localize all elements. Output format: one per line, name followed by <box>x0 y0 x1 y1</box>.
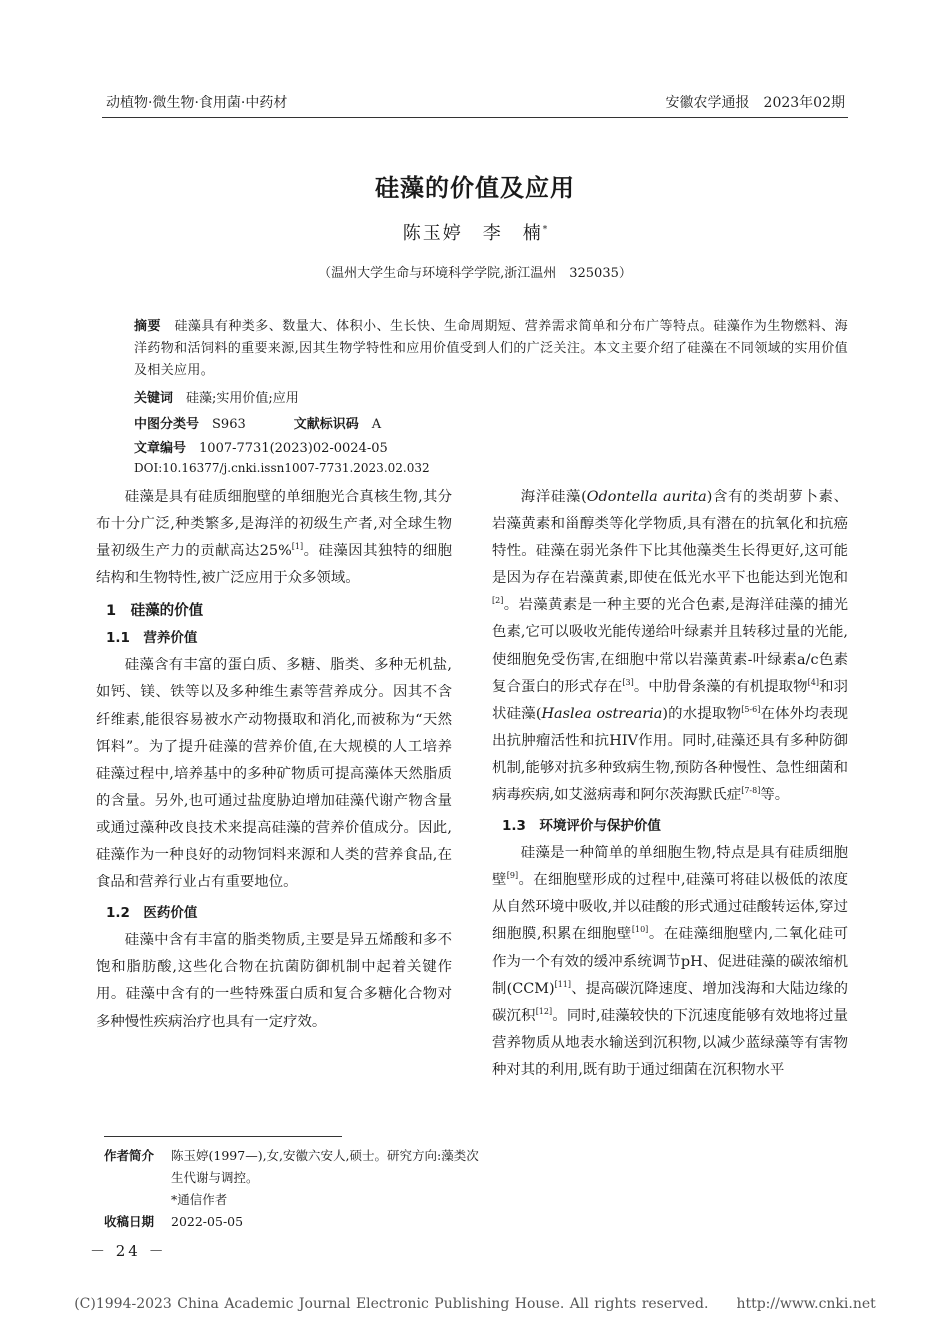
citation[interactable]: [9] <box>506 871 519 881</box>
article-number-line <box>134 437 388 456</box>
author-bio-label: 作者简介 <box>104 1148 155 1163</box>
received-label: 收稿日期 <box>104 1214 155 1229</box>
left-column <box>96 484 452 1036</box>
citation[interactable]: [11] <box>554 979 571 989</box>
section-heading-1-2: 1.2 医药价值 <box>106 905 198 922</box>
citation[interactable]: [5-6] <box>741 704 761 714</box>
abstract-label: 摘要 <box>134 319 161 334</box>
author-bio-text: 陈玉婷(1997—),女,安徽六安人,硕士。研究方向:藻类次生代谢与调控。 <box>171 1148 479 1185</box>
citation[interactable]: [12] <box>535 1006 553 1016</box>
article-no-label: 文章编号 <box>134 441 187 456</box>
species-name: Odontella aurita <box>586 489 707 505</box>
received-date-row <box>104 1211 484 1233</box>
keywords-text: 硅藻;实用价值;应用 <box>186 391 299 406</box>
clc-label: 中图分类号 <box>134 417 200 432</box>
running-header-journal: 安徽农学通报 2023年02期 <box>665 95 845 111</box>
citation[interactable]: [7-8] <box>741 786 761 796</box>
article-no-value: 1007-7731(2023)02-0024-05 <box>199 441 388 456</box>
paragraph-medicine-cont: 海洋硅藻(Odontella aurita)含有的类胡萝卜素、岩藻黄素和甾醇类等化学物质,具有潜在的抗氧化和抗癌特性。硅藻在弱光条件下比其他藻类生长得更好,这可能是因为存在岩藻黄素,即使在低光水平下也能达到光饱和[2]。岩藻黄素是一种主要的光合色素,是海洋硅藻的捕光色素,它可以吸收光能传递给叶绿素并且转移过量的光能,使细胞免受伤害,在细胞中常以岩藻黄素-叶绿素a/c色素复合蛋白的形式存在[3]。中肋骨条藻的有机提取物[4]和羽状硅藻(Haslea ostrearia)的水提取物[5-6]在体外均表现出抗肿瘤活性和抗HIV作用。同时,硅藻还具有多种防御机制,能够对抗多种致病生物,预防各种慢性、急性细菌和病毒疾病,如艾滋病毒和阿尔茨海默氏症[7-8]等。 <box>492 489 848 804</box>
paragraph-medicine: 硅藻中含有丰富的脂类物质,主要是异五烯酸和多不饱和脂肪酸,这些化合物在抗菌防御机制中起着关键作用。硅藻中含有的一些特殊蛋白质和复合多糖化合物对多种慢性疾病治疗也具有一定疗效。 <box>96 932 452 1030</box>
doc-code-label: 文献标识码 <box>293 417 359 432</box>
citation[interactable]: [2] <box>492 596 504 606</box>
citation[interactable]: [1] <box>291 542 304 552</box>
citation[interactable]: [10] <box>631 925 649 935</box>
corresponding-note: *通信作者 <box>171 1192 228 1207</box>
abstract <box>134 316 848 382</box>
author-name: 李 楠 <box>482 223 543 244</box>
author-list <box>0 219 950 245</box>
section-heading-1-1: 1.1 营养价值 <box>106 630 198 647</box>
paragraph-nutrition: 硅藻含有丰富的蛋白质、多糖、脂类、多种无机盐,如钙、镁、铁等以及多种维生素等营养成分。因其不含纤维素,能很容易被水产动物摄取和消化,而被称为“天然饵料”。为了提升硅藻的营养价值,在大规模的人工培养硅藻过程中,培养基中的多种矿物质可提高藻体天然脂质的含量。另外,也可通过盐度胁迫增加硅藻代谢产物含量或通过藻种改良技术来提高硅藻的营养价值成分。因此,硅藻作为一种良好的动物饲料来源和人类的营养食品,在食品和营养行业占有重要地位。 <box>96 657 452 891</box>
keywords-line <box>134 387 299 406</box>
copyright-notice: (C)1994-2023 China Academic Journal Electronic Publishing House. All rights reserved. http://www.cnki.net <box>74 1296 876 1312</box>
received-date: 2022-05-05 <box>171 1214 244 1229</box>
section-heading-1: 1 硅藻的价值 <box>106 603 204 620</box>
author-bio <box>104 1145 484 1211</box>
affiliation: （温州大学生命与环境科学学院,浙江温州 325035） <box>318 266 632 281</box>
footnote-block <box>104 1145 484 1233</box>
classification-line <box>134 413 381 432</box>
doc-code-value: A <box>371 417 382 432</box>
section-heading-1-3: 1.3 环境评价与保护价值 <box>502 818 661 835</box>
doi[interactable]: DOI:10.16377/j.cnki.issn1007-7731.2023.02.032 <box>134 461 430 475</box>
author-name: 陈玉婷 <box>402 223 463 244</box>
corresponding-mark: * <box>542 225 548 235</box>
footnote-rule <box>104 1136 342 1137</box>
citation[interactable]: [3] <box>622 677 634 687</box>
clc-value: S963 <box>212 417 246 432</box>
paragraph-environment: 硅藻是一种简单的单细胞生物,特点是具有硅质细胞壁[9]。在细胞壁形成的过程中,硅藻可将硅以极低的浓度从自然环境中吸收,并以硅酸的形式通过硅酸转运体,穿过细胞膜,积累在细胞壁[10]。在硅藻细胞壁内,二氧化硅可作为一个有效的缓冲系统调节pH、促进硅藻的碳浓缩机制(CCM)[11]、提高碳沉降速度、增加浅海和大陆边缘的碳沉积[12]。同时,硅藻较快的下沉速度能够有效地将过量营养物质从地表水输送到沉积物,以减少蓝绿藻等有害物种对其的利用,既有助于通过细菌在沉积物水平 <box>492 845 849 1078</box>
intro-paragraph: 硅藻是具有硅质细胞壁的单细胞光合真核生物,其分布十分广泛,种类繁多,是海洋的初级生产者,对全球生物量初级生产力的贡献高达25%[1]。硅藻因其独特的细胞结构和生物特性,被广泛应用于众多领域。 <box>96 489 452 587</box>
citation[interactable]: [4] <box>807 677 819 687</box>
keywords-label: 关键词 <box>134 391 174 406</box>
page-number: － 24 － <box>90 1242 167 1260</box>
header-rule <box>102 117 848 118</box>
species-name: Haslea ostrearia <box>541 705 663 722</box>
abstract-text: 硅藻具有种类多、数量大、体积小、生长快、生命周期短、营养需求简单和分布广等特点。硅藻作为生物燃料、海洋药物和活饲料的重要来源,因其生物学特性和应用价值受到人们的广泛关注。本文主要介绍了硅藻在不同领域的实用价值及相关应用。 <box>134 319 848 378</box>
right-column <box>492 484 848 1084</box>
running-header-section: 动植物·微生物·食用菌·中药材 <box>106 95 288 111</box>
article-title: 硅藻的价值及应用 <box>375 174 575 202</box>
